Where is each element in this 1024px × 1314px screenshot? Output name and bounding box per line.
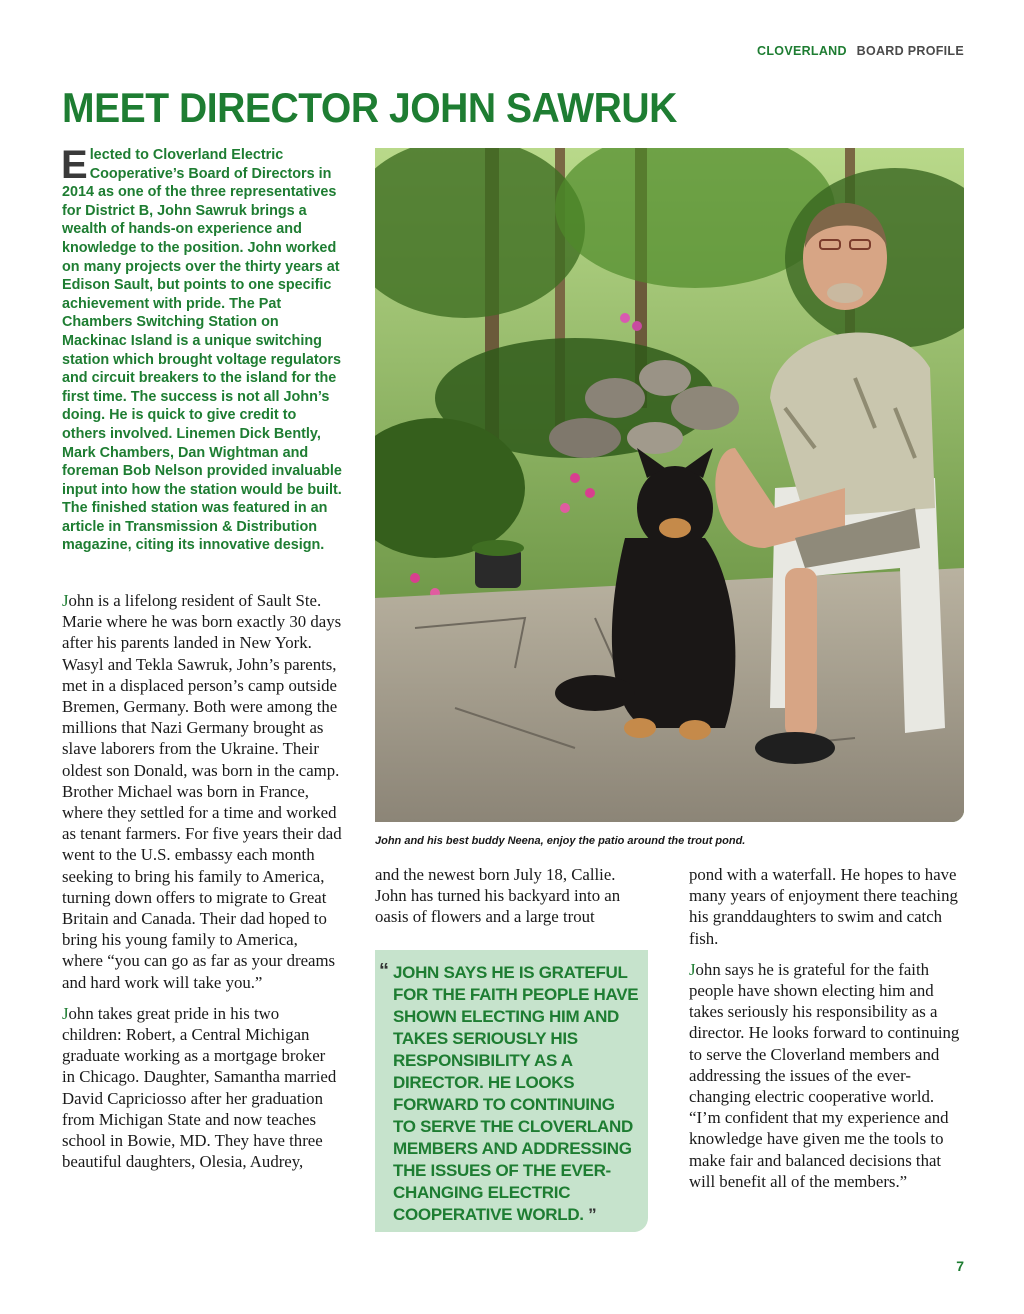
body-paragraph — [62, 590, 342, 993]
body-column-2 — [375, 864, 645, 938]
paragraph-text: ohn says he is grateful for the faith people have shown electing him and takes seriously his responsibility as a director. He looks forward to continuing to serve the Cloverland members and addressing the issues of the ever-changing electric cooperative world. “I’m confident that my experience and knowledge have given me the tools to make fair and balanced decisions that will benefit all of the members.” — [689, 959, 960, 1191]
paragraph-text: ohn takes great pride in his two children: Robert, a Central Michigan graduate working as a mortgage broker in Chicago. Daughter, Samantha married David Capriciosso after her graduation from Michigan State and now teaches school in Bowie, MD. They have three beautiful daughters, Olesia, Audrey, — [62, 1003, 337, 1172]
pull-quote — [375, 950, 648, 1232]
page-number: 7 — [956, 1258, 964, 1274]
intro-text: lected to Cloverland Electric Cooperative’s Board of Directors in 2014 as one of the three representatives for District B, John Sawruk brings a wealth of hands-on experience and knowledge to the position. John worked on many projects over the thirty years at Edison Sault, but points to one specific achievement with pride. The Pat Chambers Switching Station on Mackinac Island is a unique switching station which brought voltage regulators and circuit breakers to the island for the first time. The success is not all John’s doing. He is quick to give credit to others involved. Linemen Dick Bently, Mark Chambers, Dan Wightman and foreman Bob Nelson provided invaluable input into how the station would be built. The finished station was featured in an article in Transmission & Distribution magazine, citing its innovative design. — [62, 147, 342, 554]
body-paragraph: and the newest born July 18, Callie. John has turned his backyard into an oasis of flowers and a large trout — [375, 865, 621, 927]
pull-quote-body: JOHN SAYS HE IS GRATEFUL FOR THE FAITH PEOPLE HAVE SHOWN ELECTING HIM AND TAKES SERIOUSLY HIS RESPONSIBILITY AS A DIRECTOR. HE LOOKS FORWARD TO CONTINUING TO SERVE THE CLOVERLAND MEMBERS AND ADDRESSING THE ISSUES OF THE EVER-CHANGING ELECTRIC COOPERATIVE WORLD. — [393, 963, 639, 1224]
running-head-brand: CLOVERLAND — [757, 44, 847, 58]
body-paragraph — [62, 1003, 342, 1173]
photo-caption: John and his best buddy Neena, enjoy the patio around the trout pond. — [375, 835, 746, 847]
paragraph-initial: J — [62, 1003, 69, 1023]
paragraph-text: ohn is a lifelong resident of Sault Ste. Marie where he was born exactly 30 days after his parents landed in New York. Wasyl and Tekla Sawruk, John’s parents, met in a displaced person’s camp outside Bremen, Germany. Both were among the millions that Nazi Germany brought as slave laborers from the Ukraine. Their oldest son Donald, was born in the camp. Brother Michael was born in France, where they settled for a time and worked as tenant farmers. For five years their dad went to the U.S. embassy each month seeking to bring his family to America, turning down offers to migrate to Great Britain and Canada. Their dad hoped to bring his young family to America, where “you can go as far as your dreams and hard work will take you.” — [62, 591, 342, 992]
close-quote-mark: ” — [588, 1205, 597, 1224]
body-column-1 — [62, 590, 342, 1182]
open-quote-mark: “ — [379, 960, 389, 982]
photo-illustration — [375, 148, 964, 822]
body-column-3 — [689, 864, 969, 1202]
running-head-section: BOARD PROFILE — [856, 44, 964, 58]
paragraph-initial: J — [62, 591, 69, 610]
intro-paragraph — [61, 143, 342, 555]
article-headline: MEET DIRECTOR JOHN SAWRUK — [62, 84, 677, 131]
drop-cap: E — [61, 143, 88, 187]
pull-quote-text — [393, 962, 640, 1226]
body-paragraph — [689, 959, 969, 1192]
running-head — [757, 44, 964, 58]
photo-john-and-dog — [375, 148, 964, 822]
paragraph-initial: J — [689, 959, 696, 979]
body-paragraph: pond with a waterfall. He hopes to have many years of enjoyment there teaching his granddaughters to swim and catch fish. — [689, 865, 958, 948]
